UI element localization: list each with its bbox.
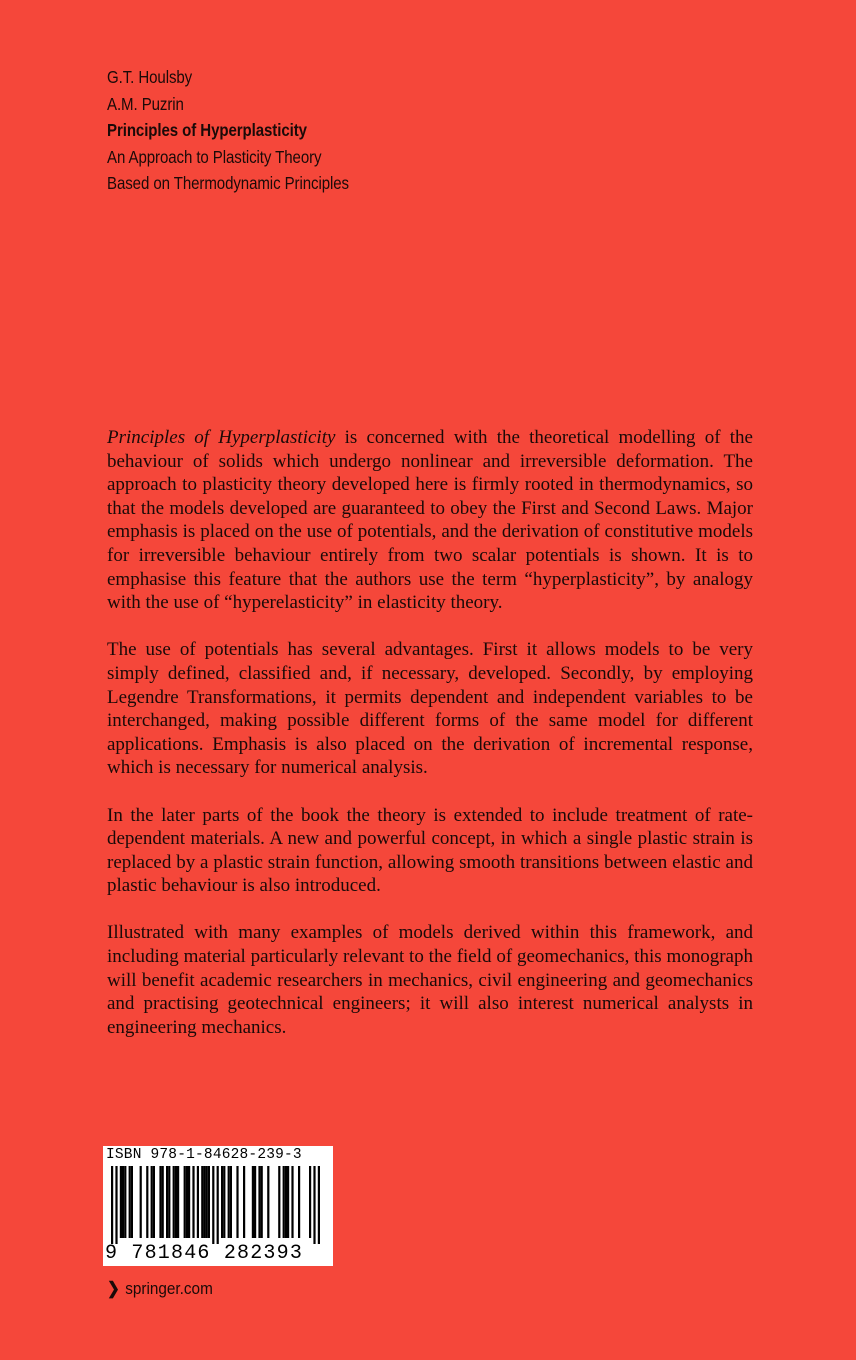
barcode-bar	[228, 1166, 230, 1238]
barcode-bar	[173, 1166, 175, 1238]
barcode-bar	[111, 1166, 113, 1244]
barcode-bar	[258, 1166, 260, 1238]
author-name: A.M. Puzrin	[107, 93, 184, 114]
barcode-bar	[184, 1166, 186, 1238]
description-paragraph: The use of potentials has several advantages. First it allows models to be very simply defined, classified and, if necessary, developed. Secondly, by employing Legendre Transformations, it permits dependent and independent variables to be interchanged, making possible different forms of the same model for different applications. Emphasis is also placed on the derivation of incremental response, which is necessary for numerical analysis.	[107, 639, 753, 779]
isbn-number: ISBN 978-1-84628-239-3	[106, 1147, 302, 1163]
book-title: Principles of Hyperplasticity	[107, 120, 307, 140]
description-title: Principles of Hyperplasticity	[107, 427, 336, 448]
barcode-bar	[175, 1166, 177, 1238]
barcode-bar	[177, 1166, 179, 1238]
barcode-bar	[267, 1166, 269, 1238]
barcode-bar	[131, 1166, 133, 1238]
barcode-bar	[243, 1166, 245, 1238]
publisher-url: springer.com	[125, 1279, 213, 1298]
publisher-link[interactable]	[107, 1279, 213, 1299]
barcode-bar	[318, 1166, 320, 1244]
barcode-bar	[120, 1166, 122, 1238]
barcode-bar	[186, 1166, 188, 1238]
barcode-bar	[159, 1166, 161, 1238]
barcode-bar	[206, 1166, 208, 1238]
barcode-bar	[298, 1166, 300, 1238]
barcode-bar	[254, 1166, 256, 1238]
barcode-bars	[109, 1166, 327, 1244]
book-description	[107, 426, 753, 1063]
cover-header	[107, 64, 349, 197]
barcode-bar	[313, 1166, 315, 1244]
description-paragraph: Illustrated with many examples of models derived within this framework, and including material particularly relevant to the field of geomechanics, this monograph will benefit academic researchers in mechanics, civil engineering and geomechanics and practising geotechnical engineers; it will also interest numerical analysts in engineering mechanics.	[107, 922, 753, 1038]
barcode-bar	[236, 1166, 238, 1238]
barcode-bar	[261, 1166, 263, 1238]
barcode-bar	[188, 1166, 190, 1238]
barcode-bar	[153, 1166, 155, 1238]
barcode-bar	[278, 1166, 280, 1238]
barcode-bar	[283, 1166, 285, 1238]
barcode-bar	[221, 1166, 223, 1238]
barcode-bar	[166, 1166, 168, 1238]
barcode-bar	[230, 1166, 232, 1238]
barcode-bar	[252, 1166, 254, 1238]
barcode-bar	[287, 1166, 289, 1238]
book-subtitle: Based on Thermodynamic Principles	[107, 173, 349, 193]
barcode-bar	[192, 1166, 194, 1238]
barcode-bar	[146, 1166, 148, 1238]
barcode-bar	[122, 1166, 124, 1238]
barcode-bar	[140, 1166, 142, 1238]
barcode-bar	[168, 1166, 170, 1238]
chevron-right-icon: ❯	[107, 1279, 120, 1298]
isbn-barcode	[103, 1146, 333, 1266]
description-text: is concerned with the theoretical modelling of the behaviour of solids which undergo nonlinear and irreversible deformation. The approach to plasticity theory developed here is firmly rooted in thermodynamics, so that the models developed are guaranteed to obey the First and Second Laws. Major emphasis is placed on the use of potentials, and the derivation of constitutive models for irreversible behaviour entirely from two scalar potentials is shown. It is to emphasise this feature that the authors use the term “hyperplasticity”, by analogy with the use of “hyperelasticity” in elasticity theory.	[107, 427, 753, 614]
ean-digits: 9 781846 282393	[105, 1242, 304, 1265]
author-name: G.T. Houlsby	[107, 67, 193, 87]
barcode-bar	[124, 1166, 126, 1238]
book-subtitle: An Approach to Plasticity Theory	[107, 146, 322, 167]
description-paragraph: In the later parts of the book the theory is extended to include treatment of rate-dependent materials. A new and powerful concept, in which a single plastic strain is replaced by a plastic strain function, allowing smooth transitions between elastic and plastic behaviour is also introduced.	[107, 804, 753, 897]
barcode-bar	[201, 1166, 203, 1238]
barcode-bar	[203, 1166, 205, 1238]
barcode-bar	[212, 1166, 214, 1244]
barcode-bar	[162, 1166, 164, 1238]
barcode-bar	[115, 1166, 117, 1244]
barcode-bar	[151, 1166, 153, 1238]
barcode-bar	[197, 1166, 199, 1238]
barcode-bar	[291, 1166, 293, 1238]
barcode-bar	[217, 1166, 219, 1244]
description-paragraph	[107, 426, 753, 615]
barcode-bar	[223, 1166, 225, 1238]
barcode-bar	[285, 1166, 287, 1238]
barcode-bar	[129, 1166, 131, 1238]
barcode-bar	[208, 1166, 210, 1238]
barcode-bar	[309, 1166, 311, 1238]
